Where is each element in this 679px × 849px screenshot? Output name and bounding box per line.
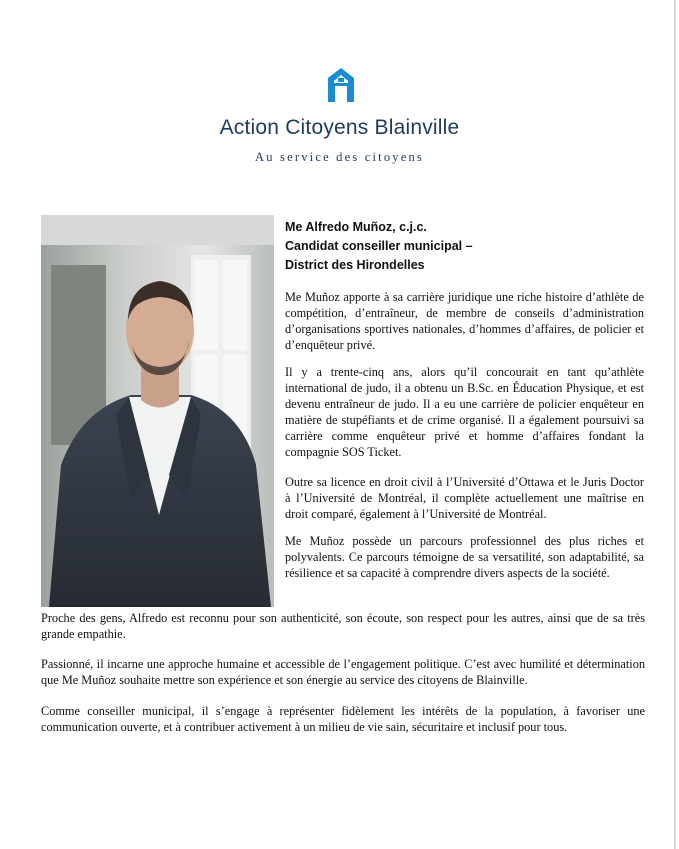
bio-paragraph-1: Me Muñoz apporte à sa carrière juridique une riche histoire d’athlète de compétition, d’entraîneur, de membre de conseils d’administration d’organisations sportives nationales, d’hommes d’affaires, de policier et d’enquêteur privé. (285, 290, 644, 352)
bio-paragraph-7: Comme conseiller municipal, il s’engage à représenter fidèlement les intérêts de la population, à favoriser une communication ouverte, et à contribuer activement à un milieu de vie sain, sécuritaire et inclusif pour tous. (41, 704, 645, 734)
org-name: Action Citoyens Blainville (219, 116, 460, 139)
bio-paragraph-3: Outre sa licence en droit civil à l’Université d’Ottawa et le Juris Doctor à l’Université de Montréal, il complète actuellement une maîtrise en droit comparé, également à l’Université de Montréal. (285, 475, 644, 521)
candidate-role: Candidat conseiller municipal – (285, 239, 473, 253)
bio-paragraph-4: Me Muñoz possède un parcours professionnel des plus riches et polyvalents. Ce parcours témoigne de sa versatilité, son adaptabilité, sa résilience et sa capacité à comprendre divers aspects de la société. (285, 534, 644, 580)
bio-paragraph-2: Il y a trente-cinq ans, alors qu’il concourait en tant qu’athlète international de judo, il a obtenu un B.Sc. en Éducation Physique, et est devenu entraîneur de judo. Il a eu une carrière de policier enquêteur en matière de stupéfiants et de crime organisé. Il a également poursuivi sa carrière comme enquêteur privé et homme d’affaires fondant la compagnie SOS Ticket. (285, 365, 644, 459)
candidate-portrait (41, 215, 274, 607)
house-location-pin-icon (326, 66, 356, 104)
bio-paragraph-6: Passionné, il incarne une approche humaine et accessible de l’engagement politique. C’est avec humilité et détermination que Me Muñoz souhaite mettre son expérience et son énergie au service des citoyens de Blainville. (41, 657, 645, 687)
candidate-heading (285, 218, 645, 275)
org-tagline: Au service des citoyens (255, 150, 424, 164)
candidate-name: Me Alfredo Muñoz, c.j.c. (285, 220, 427, 234)
bio-paragraph-5: Proche des gens, Alfredo est reconnu pour son authenticité, son écoute, son respect pour les autres, ainsi que de sa très grande empathie. (41, 611, 645, 641)
candidate-district: District des Hirondelles (285, 258, 425, 272)
